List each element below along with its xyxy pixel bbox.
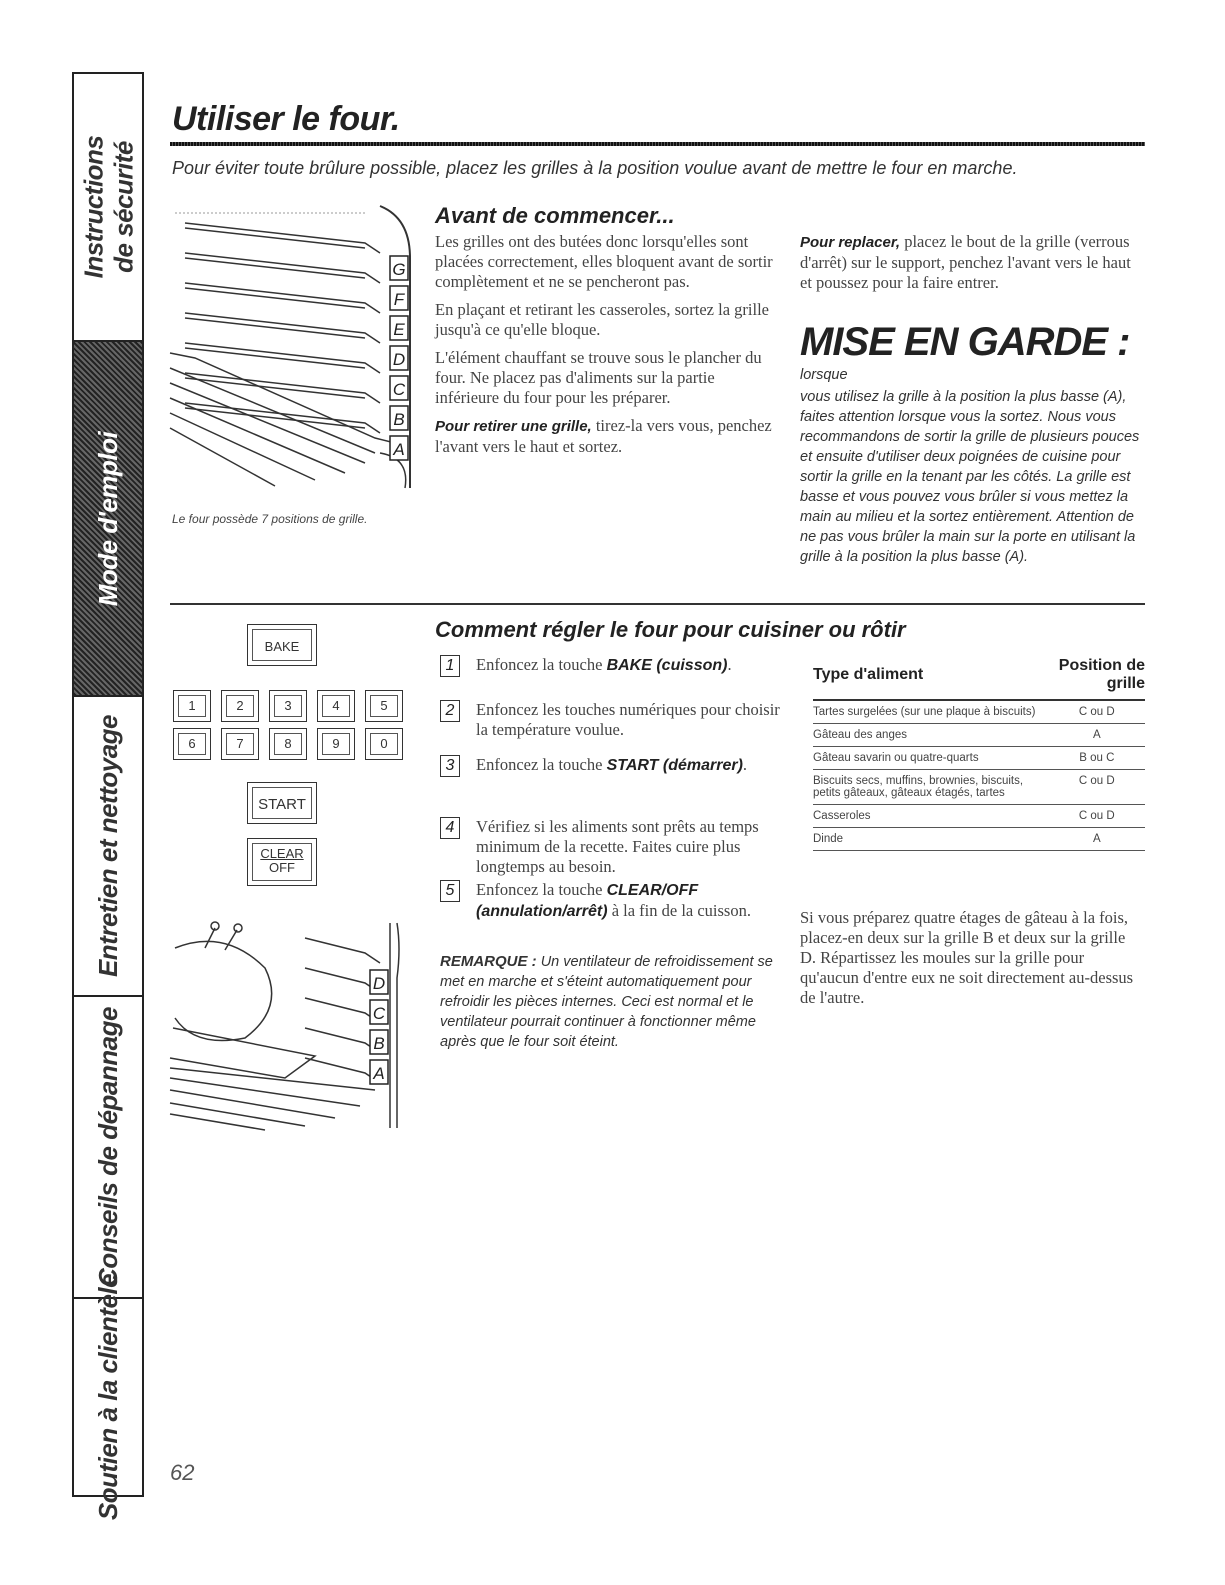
step-item: 5 Enfoncez la touche CLEAR/OFF (annulation/arrêt) à la fin de la cuisson. — [440, 880, 780, 922]
tab-care-cleaning[interactable] — [74, 697, 142, 997]
table-row: Gâteau savarin ou quatre-quarts B ou C — [813, 747, 1145, 770]
step-item: 3 Enfoncez la touche START (démarrer). — [440, 755, 780, 776]
digit-key: 1 — [173, 690, 211, 722]
digit-key: 6 — [173, 728, 211, 760]
step-number: 1 — [440, 655, 460, 677]
section-tab-bar — [72, 72, 144, 1521]
page-number: 62 — [170, 1460, 195, 1485]
digit-key: 8 — [269, 728, 307, 760]
tab-label: Mode d'emploi — [93, 431, 123, 606]
caution-block — [800, 320, 1145, 567]
rack-label: A — [373, 1064, 385, 1083]
tab-consumer-support[interactable] — [74, 1273, 142, 1521]
tab-label: Entretien et nettoyage — [93, 714, 123, 978]
section-heading: Comment régler le four pour cuisiner ou rôtir — [435, 617, 906, 642]
table-row: Tartes surgelées (sur une plaque à biscuits) C ou D — [813, 700, 1145, 724]
rack-label: B — [373, 1034, 385, 1053]
step-item: 2 Enfoncez les touches numériques pour choisir la température voulue. — [440, 700, 780, 740]
rack-label: A — [393, 440, 405, 459]
step-number: 5 — [440, 880, 460, 902]
table-row: Dinde A — [813, 828, 1145, 851]
paragraph-text: tirez-la vers vous, penchez l'avant vers le haut et sortez. — [435, 416, 772, 456]
digit-key: 2 — [221, 690, 259, 722]
title-divider — [170, 142, 1145, 146]
note-text: Un ventilateur de refroidissement se met en marche et s'éteint automatiquement pour refroidir les pièces internes. Ceci est normal et le ventilateur pourrait continuer à fonctionner même après que le four soit éteint. — [440, 954, 773, 1050]
tab-operating[interactable] — [74, 342, 142, 697]
rack-label: B — [393, 410, 405, 429]
column-header: Type d'aliment — [813, 655, 1049, 700]
column-header: Position de grille — [1049, 655, 1145, 700]
rack-position-table — [813, 655, 1145, 851]
page-title: Utiliser le four. — [172, 100, 400, 138]
digit-key: 7 — [221, 728, 259, 760]
section-divider — [170, 603, 1145, 605]
step-item: 1 Enfoncez la touche BAKE (cuisson). — [440, 655, 780, 676]
before-text — [435, 232, 780, 465]
lead-text: Pour retirer une grille, — [435, 418, 592, 435]
digit-key: 4 — [317, 690, 355, 722]
paragraph — [435, 416, 780, 457]
control-panel-illustration — [165, 612, 415, 892]
tab-label: Soutien à la clientèle — [93, 1273, 124, 1521]
paragraph: Les grilles ont des butées donc lorsqu'elles sont placées correctement, elles bloquent avant de sortir complètement et ne se pencheront pas. — [435, 232, 773, 291]
layer-cake-tip: Si vous préparez quatre étages de gâteau à la fois, placez-en deux sur la grille B et deux sur la grille D. Répartissez les moules sur la grille pour qu'aucun d'entre eux ne soit directement au-dessus de l'autre. — [800, 908, 1134, 1007]
table-row: Biscuits secs, muffins, brownies, biscuits, petits gâteaux, gâteaux étagés, tartes C ou D — [813, 770, 1145, 805]
replace-text — [800, 232, 1145, 293]
step-number: 3 — [440, 755, 460, 777]
intro-text: Pour éviter toute brûlure possible, placez les grilles à la position voulue avant de mettre le four en marche. — [172, 158, 1018, 178]
rack-label: D — [392, 350, 406, 369]
lead-text: Pour replacer, — [800, 234, 901, 251]
digit-key: 5 — [365, 690, 403, 722]
start-key: START — [247, 782, 317, 824]
tab-label: Conseils de dépannage — [93, 1007, 123, 1287]
oven-racks-illustration — [165, 198, 420, 498]
digit-key: 3 — [269, 690, 307, 722]
caution-text: vous utilisez la grille à la position la plus basse (A), faites attention lorsque vous la sortez. Nous vous recommandons de sortir la grille de plusieurs pouces et ensuite d'utiliser deux poignées de cuisine pour sortir la grille en la tenant par les côtés. La grille est basse et vous pouvez vous brûler si vous mettez la main au milieu et la sortez entièrement. Attention de ne pas vous brûler la main sur la porte en utilisant la grille à la position la plus basse (A). — [800, 389, 1140, 565]
rack-label: E — [393, 320, 405, 339]
section-heading: Avant de commencer... — [435, 203, 675, 228]
paragraph: En plaçant et retirant les casseroles, sortez la grille jusqu'à ce qu'elle bloque. — [435, 300, 769, 339]
table-row: Casseroles C ou D — [813, 805, 1145, 828]
roasting-illustration — [165, 918, 410, 1133]
step-item: 4 Vérifiez si les aliments sont prêts au temps minimum de la recette. Faites cuire plus longtemps au besoin. — [440, 817, 780, 877]
caution-heading: MISE EN GARDE : — [800, 320, 1130, 364]
step-number: 4 — [440, 817, 460, 839]
caution-first-word: lorsque — [800, 367, 848, 383]
clear-off-key: CLEAR OFF — [247, 838, 317, 886]
rack-label: G — [392, 260, 406, 279]
digit-key: 9 — [317, 728, 355, 760]
tab-safety[interactable] — [74, 74, 142, 342]
paragraph: L'élément chauffant se trouve sous le plancher du four. Ne placez pas d'aliments sur la partie inférieure du four pour les préparer. — [435, 348, 762, 407]
bake-key: BAKE — [247, 624, 317, 666]
note — [440, 952, 785, 1052]
rack-label: F — [393, 290, 405, 309]
rack-label: D — [372, 974, 386, 993]
tab-label: Instructions de sécurité — [78, 135, 139, 279]
figure-caption: Le four possède 7 positions de grille. — [172, 512, 368, 526]
rack-label: C — [372, 1004, 386, 1023]
paragraph-text: placez le bout de la grille (verrous d'arrêt) sur le support, penchez l'avant vers le haut et poussez pour la faire entrer. — [800, 232, 1131, 292]
note-lead: REMARQUE : — [440, 953, 537, 970]
table-row: Gâteau des anges A — [813, 724, 1145, 747]
rack-label: C — [392, 380, 406, 399]
digit-key: 0 — [365, 728, 403, 760]
step-number: 2 — [440, 700, 460, 722]
tab-troubleshooting[interactable] — [74, 997, 142, 1299]
